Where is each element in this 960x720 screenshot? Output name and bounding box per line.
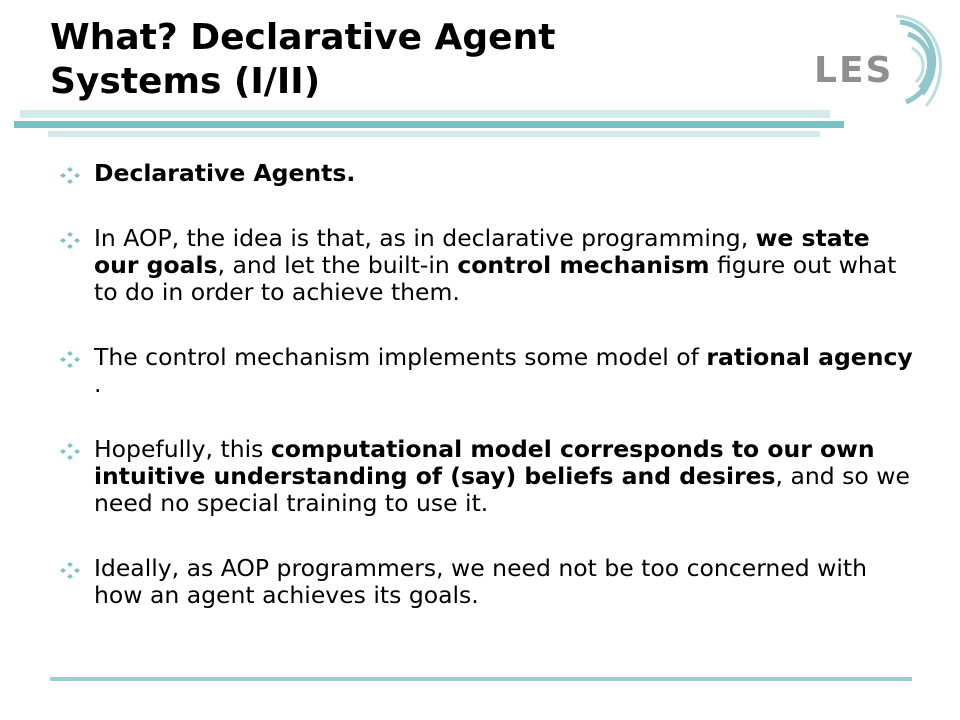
bullet-item <box>60 344 920 398</box>
bullet-text-run: In AOP, the idea is that, as in declarative programming, <box>94 224 756 252</box>
bullet-diamond-icon <box>60 231 80 249</box>
bullet-text <box>94 224 896 306</box>
bullet-text-bold: Declarative Agents. <box>94 159 356 187</box>
footer-rule <box>50 677 912 681</box>
bullet-text <box>94 159 355 187</box>
bullet-text-bold: control mechanism <box>457 251 710 279</box>
bullet-text <box>94 343 913 398</box>
title-underline-light <box>20 110 830 118</box>
bullet-item <box>60 436 920 517</box>
title-line-1: What? Declarative Agent <box>50 17 556 58</box>
bullet-text-run: Hopefully, this <box>94 435 271 463</box>
bullet-text-run: figure out what to do in order to achieve them. <box>94 251 897 306</box>
bullet-text-run: Ideally, as AOP programmers, we need not be too concerned with how an agent achieves its goals. <box>94 554 868 609</box>
title-underline-lower <box>48 131 820 137</box>
bullet-text-bold: computational model corresponds to our own intuitive understanding of (say) beliefs and desires <box>94 435 875 490</box>
bullet-text-run: , and let the built-in <box>217 251 458 279</box>
bullet-item <box>60 225 920 306</box>
bullet-list <box>60 160 920 609</box>
bullet-text-bold: we state our goals <box>94 224 870 279</box>
bullet-diamond-icon <box>60 561 80 579</box>
bullet-diamond-icon <box>60 442 80 460</box>
bullet-text-bold: rational agency <box>706 343 913 371</box>
bullet-text-run: , and so we need no special training to use it. <box>94 462 910 517</box>
bullet-text <box>94 554 867 609</box>
title-underline-main <box>14 121 844 128</box>
bullet-item <box>60 555 920 609</box>
bullet-diamond-icon <box>60 166 80 184</box>
slide-title <box>50 16 770 104</box>
title-line-2: Systems (I/II) <box>50 61 321 102</box>
bullet-item <box>60 160 920 187</box>
bullet-text-run: . <box>94 370 102 398</box>
bullet-text-run: The control mechanism implements some model of <box>94 343 707 371</box>
bullet-text <box>94 435 910 517</box>
logo-text: LES <box>814 50 894 91</box>
les-logo <box>808 8 948 120</box>
bullet-diamond-icon <box>60 350 80 368</box>
